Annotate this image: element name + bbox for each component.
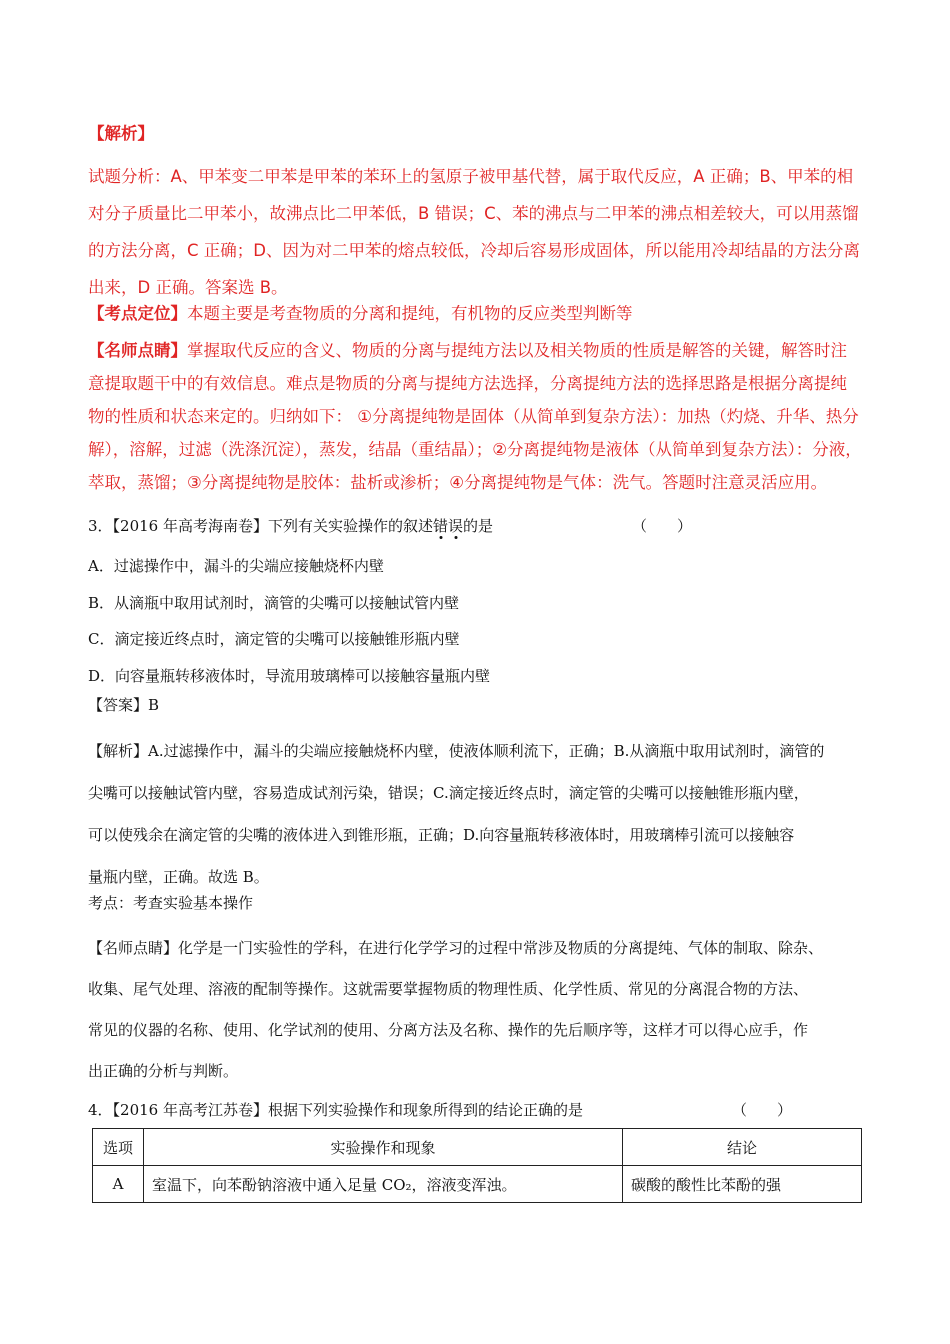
teacher-tip-line: 意提取题干中的有效信息。难点是物质的分离与提纯方法选择，分离提纯方法的选择思路是根据分离提纯	[88, 374, 847, 393]
table-header-cell: 结论	[623, 1129, 862, 1166]
option-d: D．向容量瓶转移液体时，导流用玻璃棒可以接触容量瓶内壁	[88, 666, 491, 685]
analysis-line: 试题分析：A、甲苯变二甲苯是甲苯的苯环上的氢原子被甲基代替，属于取代反应，A 正确；B、甲苯的相	[88, 167, 854, 186]
question-3-exam-point: 考点：考查实验基本操作	[88, 894, 254, 912]
question-3-stem	[88, 508, 868, 544]
teacher-tip-line: 收集、尾气处理、溶液的配制等操作。这就需要掌握物质的物理性质、化学性质、常见的分离混合物的方法、	[88, 980, 809, 998]
analysis-heading	[88, 120, 868, 144]
explanation-line: 【解析】A.过滤操作中，漏斗的尖端应接触烧杯内壁，使液体顺利流下，正确；B.从滴瓶中取用试剂时，滴管的	[88, 742, 825, 760]
table-cell: 室温下，向苯酚钠溶液中通入足量 CO₂，溶液变浑浊。	[144, 1166, 623, 1203]
table-header-row	[93, 1129, 862, 1166]
explanation-line: 可以使残余在滴定管的尖嘴的液体进入到锥形瓶，正确；D.向容量瓶转移液体时，用玻璃棒引流可以接触容	[88, 826, 795, 844]
question-3-stem-end: 的是	[463, 517, 494, 535]
table-cell: A	[93, 1166, 144, 1203]
option-b: B．从滴瓶中取用试剂时，滴管的尖嘴可以接触试管内壁	[88, 593, 460, 612]
analysis-line: 对分子质量比二甲苯小，故沸点比二甲苯低，B 错误；C、苯的沸点与二甲苯的沸点相差较大，可以用蒸馏	[88, 204, 859, 223]
analysis-paragraph	[88, 158, 868, 306]
teacher-tip-line	[88, 334, 868, 367]
teacher-tip-line: 萃取，蒸馏；③分离提纯物是胶体：盐析或渗析；④分离提纯物是气体：洗气。答题时注意灵活应用。	[88, 473, 828, 492]
question-3-options	[88, 548, 868, 694]
table-header-cell: 选项	[93, 1129, 144, 1166]
teacher-tip-label: 【名师点睛】	[88, 341, 187, 360]
exam-point-text: 本题主要是考查物质的分离和提纯，有机物的反应类型判断等	[187, 304, 633, 323]
emphasis-char: 错	[433, 517, 449, 535]
question-4-stem: 4．【2016 年高考江苏卷】根据下列实验操作和现象所得到的结论正确的是	[88, 1101, 583, 1119]
exam-point-label: 【考点定位】	[88, 304, 187, 323]
question-3-stem-text: 3．【2016 年高考海南卷】下列有关实验操作的叙述	[88, 517, 433, 535]
question-3-explanation	[88, 730, 868, 898]
teacher-tip-line: 物的性质和状态来定的。归纳如下： ①分离提纯物是固体（从简单到复杂方法）：加热（灼烧、升华、热分	[88, 407, 859, 426]
option-c: C．滴定接近终点时，滴定管的尖嘴可以接触锥形瓶内壁	[88, 630, 460, 648]
exam-point	[88, 302, 868, 326]
explanation-line: 量瓶内壁，正确。故选 B。	[88, 868, 269, 886]
analysis-line: 的方法分离，C 正确；D、因为对二甲苯的熔点较低，冷却后容易形成固体，所以能用冷却结晶的方法分离	[88, 241, 860, 260]
question-4-answer-blank: （ ）	[732, 1101, 793, 1119]
teacher-tip-line: 解），溶解，过滤（洗涤沉淀），蒸发，结晶（重结晶）；②分离提纯物是液体（从简单到复杂方法）：分液，	[88, 440, 862, 459]
question-3-answer: 【答案】B	[88, 696, 160, 714]
question-4-table	[92, 1128, 862, 1203]
teacher-tip-line: 出正确的分析与判断。	[88, 1062, 239, 1080]
teacher-tip-text: 掌握取代反应的含义、物质的分离与提纯方法以及相关物质的性质是解答的关键，解答时注	[187, 341, 847, 360]
analysis-heading-label: 【解析】	[88, 124, 154, 143]
teacher-tip	[88, 334, 868, 499]
emphasis-char: 误	[448, 517, 464, 535]
table-cell: 碳酸的酸性比苯酚的强	[623, 1166, 862, 1203]
explanation-line: 尖嘴可以接触试管内壁，容易造成试剂污染，错误；C.滴定接近终点时，滴定管的尖嘴可以接触锥形瓶内壁，	[88, 784, 809, 802]
analysis-line: 出来，D 正确。答案选 B。	[88, 278, 288, 297]
question-3-teacher-tip	[88, 928, 868, 1092]
question-3-answer-blank: （ ）	[632, 517, 693, 535]
teacher-tip-line: 【名师点睛】化学是一门实验性的学科，在进行化学学习的过程中常涉及物质的分离提纯、气体的制取、除杂、	[88, 939, 824, 957]
teacher-tip-line: 常见的仪器的名称、使用、化学试剂的使用、分离方法及名称、操作的先后顺序等，这样才可以得心应手，作	[88, 1021, 809, 1039]
table-row	[93, 1166, 862, 1203]
option-a: A．过滤操作中，漏斗的尖端应接触烧杯内壁	[88, 557, 384, 575]
table-header-cell: 实验操作和现象	[144, 1129, 623, 1166]
